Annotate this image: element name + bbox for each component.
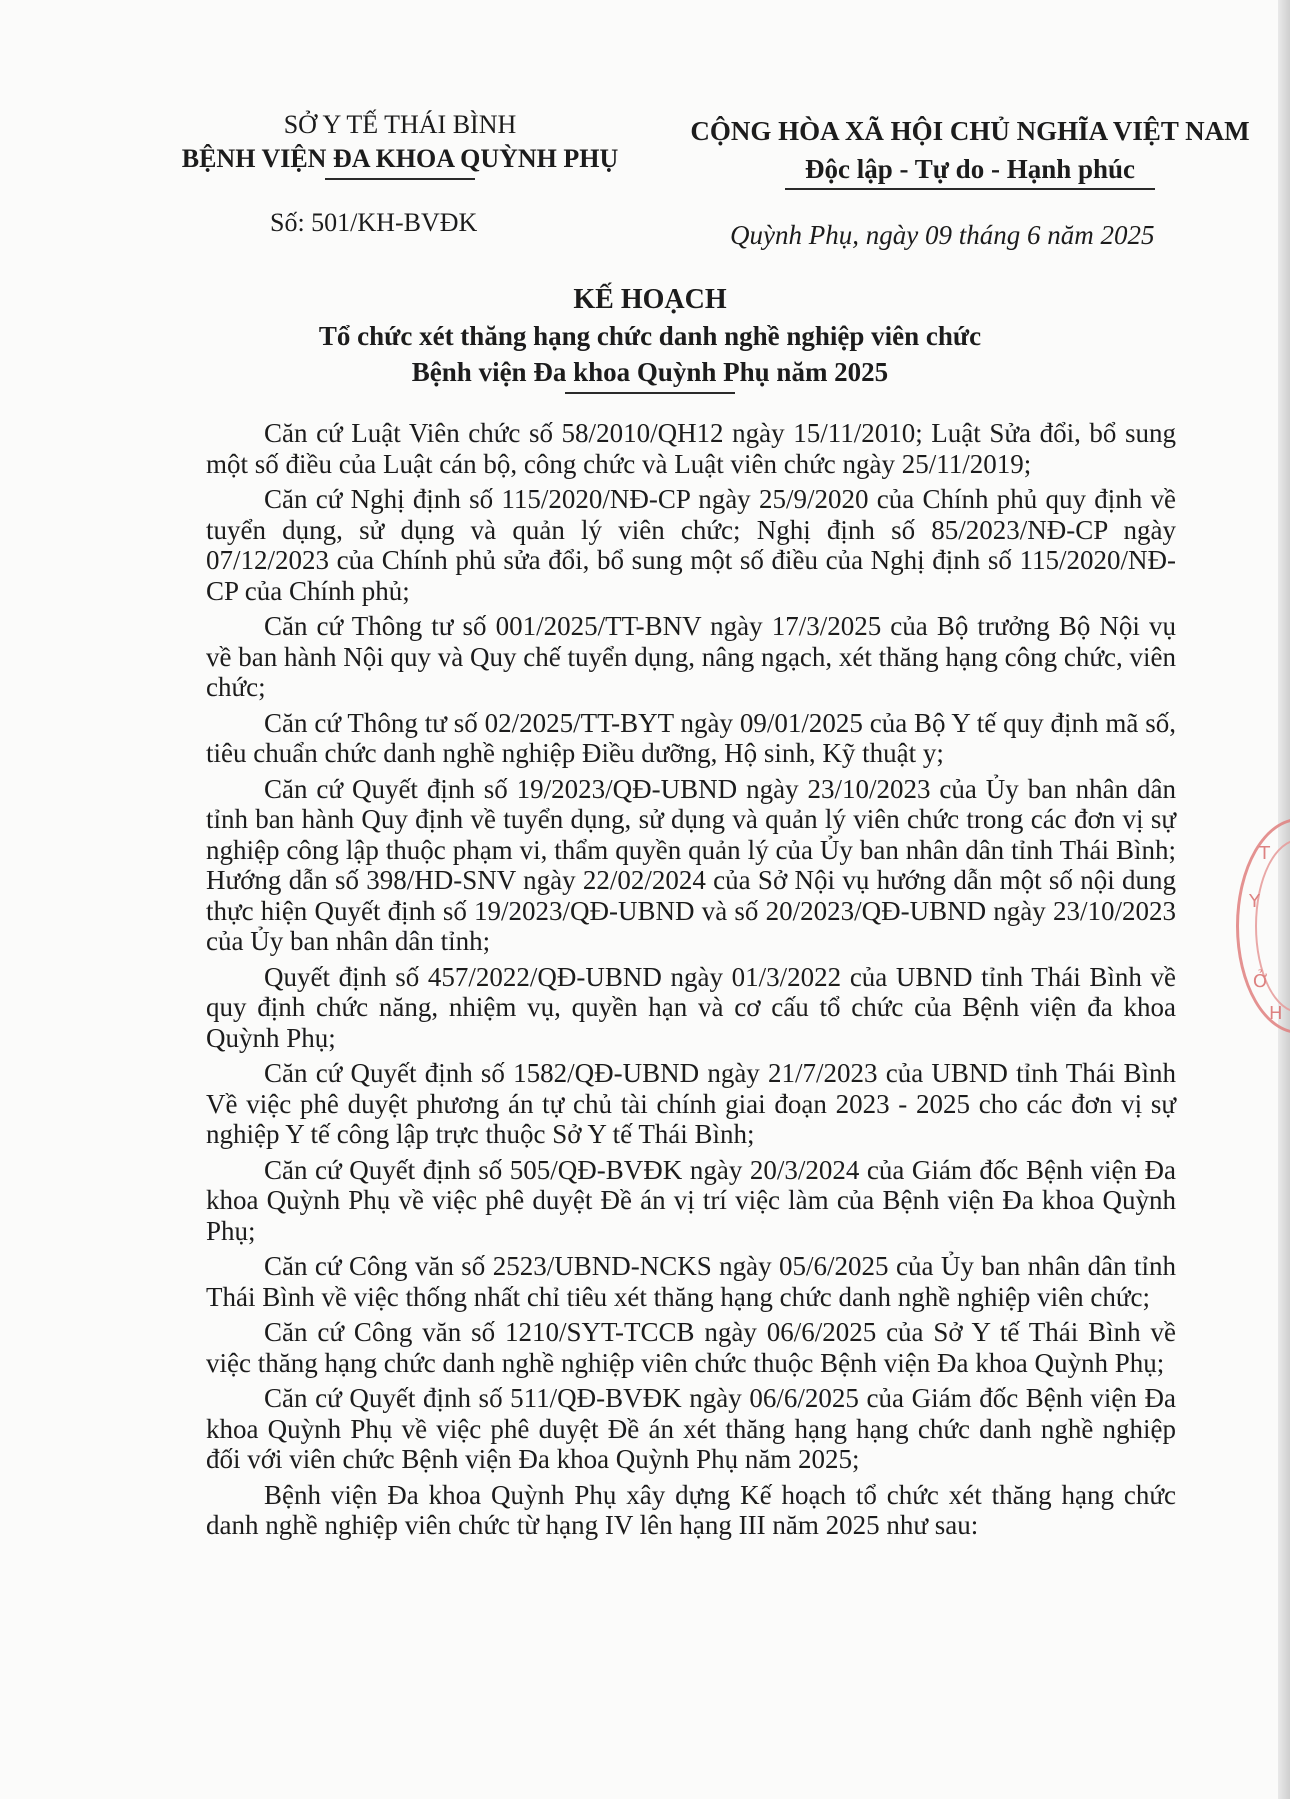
stamp-char-2: T (1259, 843, 1270, 864)
paragraph-legal-basis-7: Căn cứ Quyết định số 1582/QĐ-UBND ngày 21/7/2023 của UBND tỉnh Thái Bình Về việc phê duyệt phương án tự chủ tài chính giai đoạn 2023 - 2025 cho các đơn vị sự nghiệp Y tế công lập trực thuộc Sở Y tế Thái Bình; (206, 1058, 1176, 1149)
place-date: Quỳnh Phụ, ngày 09 tháng 6 năm 2025 (730, 220, 1155, 250)
title-underline (565, 392, 735, 394)
hospital-name: BỆNH VIỆN ĐA KHOA QUỲNH PHỤ (181, 144, 619, 173)
paragraph-legal-basis-2: Căn cứ Nghị định số 115/2020/NĐ-CP ngày 25/9/2020 của Chính phủ quy định về tuyển dụng, sử dụng và quản lý viên chức; Nghị định số 85/2023/NĐ-CP ngày 07/12/2023 của Chính phủ sửa đổi, bổ sung một số điều của Nghị định số 115/2020/NĐ-CP của Chính phủ; (206, 484, 1176, 606)
paragraph-legal-basis-9: Căn cứ Công văn số 2523/UBND-NCKS ngày 05/6/2025 của Ủy ban nhân dân tỉnh Thái Bình về việc thống nhất chỉ tiêu xét thăng hạng chức danh nghề nghiệp viên chức; (206, 1251, 1176, 1312)
paragraph-conclusion: Bệnh viện Đa khoa Quỳnh Phụ xây dựng Kế hoạch tổ chức xét thăng hạng chức danh nghề nghiệp viên chức từ hạng IV lên hạng III năm 2025 như sau: (206, 1479, 1176, 1540)
paragraph-legal-basis-10: Căn cứ Công văn số 1210/SYT-TCCB ngày 06/6/2025 của Sở Y tế Thái Bình về việc thăng hạng chức danh nghề nghiệp viên chức thuộc Bệnh viện Đa khoa Quỳnh Phụ; (206, 1317, 1176, 1378)
stamp-char-1: Y (1249, 891, 1260, 912)
document-type: KẾ HOẠCH (573, 284, 727, 315)
national-motto: Độc lập - Tự do - Hạnh phúc (804, 154, 1136, 184)
red-seal-stamp (1236, 818, 1290, 1034)
paragraph-legal-basis-5: Căn cứ Quyết định số 19/2023/QĐ-UBND ngày 23/10/2023 của Ủy ban nhân dân tỉnh ban hành Quy định về tuyển dụng, sử dụng và quản lý viên chức trong các đơn vị sự nghiệp công lập thuộc phạm vi, thẩm quyền quản lý của Ủy ban nhân dân tỉnh Thái Bình; Hướng dẫn số 398/HD-SNV ngày 22/02/2024 của Sở Nội vụ hướng dẫn một số nội dung thực hiện Quyết định số 19/2023/QĐ-UBND và số 20/2023/QĐ-UBND ngày 23/10/2023 của Ủy ban nhân dân tỉnh; (206, 773, 1176, 956)
department-name: SỞ Y TẾ THÁI BÌNH (283, 110, 517, 139)
title-block (150, 282, 1150, 394)
paragraph-legal-basis-8: Căn cứ Quyết định số 505/QĐ-BVĐK ngày 20/3/2024 của Giám đốc Bệnh viện Đa khoa Quỳnh Phụ về việc phê duyệt Đề án vị trí việc làm của Bệnh viện Đa khoa Quỳnh Phụ; (206, 1154, 1176, 1246)
paragraph-legal-basis-11: Căn cứ Quyết định số 511/QĐ-BVĐK ngày 06/6/2025 của Giám đốc Bệnh viện Đa khoa Quỳnh Phụ về việc phê duyệt Đề án xét thăng hạng hạng chức danh nghề nghiệp đối với viên chức Bệnh viện Đa khoa Quỳnh Phụ năm 2025; (206, 1383, 1176, 1474)
hospital-underline (325, 178, 475, 180)
header-right (660, 112, 1280, 190)
nation-name: CỘNG HÒA XÃ HỘI CHỦ NGHĨA VIỆT NAM (690, 116, 1250, 146)
paragraph-legal-basis-6: Quyết định số 457/2022/QĐ-UBND ngày 01/3/2022 của UBND tỉnh Thái Bình về quy định chức năng, nhiệm vụ, quyền hạn và cơ cấu tổ chức của Bệnh viện đa khoa Quỳnh Phụ; (206, 961, 1176, 1053)
stamp-char-3: Ở (1253, 971, 1270, 992)
paragraph-legal-basis-4: Căn cứ Thông tư số 02/2025/TT-BYT ngày 09/01/2025 của Bộ Y tế quy định mã số, tiêu chuẩn chức danh nghề nghiệp Điều dưỡng, Hộ sinh, Kỹ thuật y; (206, 707, 1176, 768)
title-line-1: Tổ chức xét thăng hạng chức danh nghề nghiệp viên chức (318, 321, 982, 351)
document-number: Số: 501/KH-BVĐK (270, 208, 478, 237)
motto-underline (785, 188, 1155, 190)
header-left (150, 108, 650, 180)
paragraph-legal-basis-3: Căn cứ Thông tư số 001/2025/TT-BNV ngày 17/3/2025 của Bộ trưởng Bộ Nội vụ về ban hành Nội quy và Quy chế tuyển dụng, nâng ngạch, xét thăng hạng công chức, viên chức; (206, 611, 1176, 702)
document-body (206, 418, 1176, 1546)
paragraph-legal-basis-1: Căn cứ Luật Viên chức số 58/2010/QH12 ngày 15/11/2010; Luật Sửa đổi, bổ sung một số điều của Luật cán bộ, công chức và Luật viên chức ngày 25/11/2019; (206, 418, 1176, 479)
stamp-char-4: H (1269, 1003, 1283, 1024)
title-line-2: Bệnh viện Đa khoa Quỳnh Phụ năm 2025 (411, 357, 889, 387)
